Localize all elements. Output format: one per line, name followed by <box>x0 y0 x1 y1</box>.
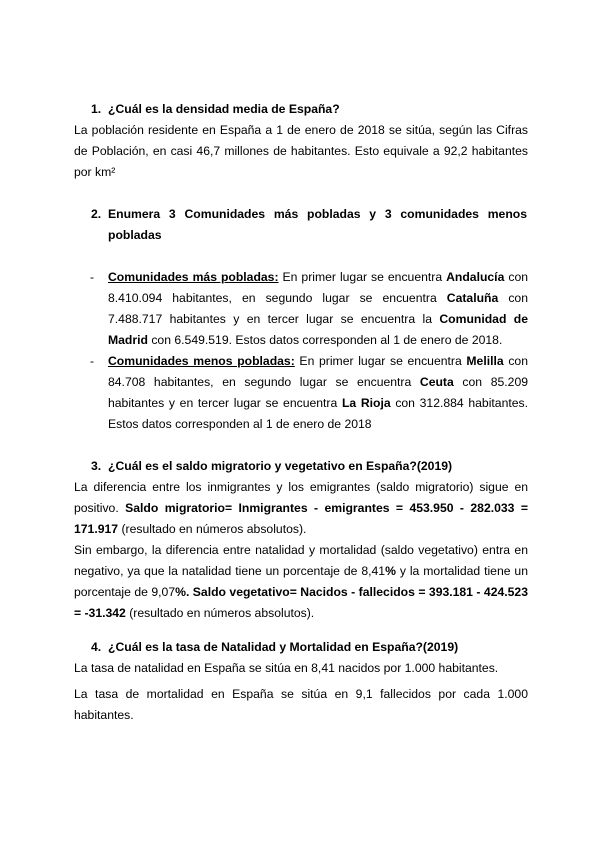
question-2-title: Enumera 3 Comunidades más pobladas y 3 comunidades menos pobladas <box>108 207 527 242</box>
least-populated-label: Comunidades menos pobladas: <box>108 354 295 368</box>
question-3-paragraph-2 <box>74 540 528 624</box>
text-span: La diferencia entre los inmigrantes y los emigrantes (saldo migratorio) sigue en positivo. <box>74 480 528 515</box>
question-4-number: 4. <box>91 640 102 654</box>
text-span: con 8.410.094 habitantes, en segundo lugar se encuentra <box>108 270 529 305</box>
text-span: y la mortalidad tiene un porcentaje de 9,07 <box>74 564 528 599</box>
question-3-heading <box>91 456 527 477</box>
percent-sign: % <box>385 564 396 578</box>
text-span: con 84.708 habitantes, en segundo lugar se encuentra <box>108 354 528 389</box>
natural-growth-formula: %. Saldo vegetativo= Nacidos - fallecidos = 393.181 - 424.523 = -31.342 <box>74 585 528 620</box>
community-andalucia: Andalucía <box>446 270 505 284</box>
question-3-number: 3. <box>91 459 102 473</box>
text-span: con 7.488.717 habitantes y en tercer lugar se encuentra la <box>108 291 528 326</box>
text-span: (resultado en números absolutos). <box>125 606 315 620</box>
community-cataluna: Cataluña <box>446 291 499 305</box>
question-4-death-rate: La tasa de mortalidad en España se sitúa en 9,1 fallecidos por cada 1.000 habitantes. <box>74 687 528 722</box>
question-4-title: ¿Cuál es la tasa de Natalidad y Mortalidad en España?(2019) <box>108 640 459 654</box>
community-madrid: Comunidad de Madrid <box>108 312 529 347</box>
community-la-rioja: La Rioja <box>341 396 391 410</box>
community-melilla: Melilla <box>466 354 504 368</box>
question-4-heading <box>91 637 527 658</box>
text-span: con 312.884 habitantes. Estos datos corresponden al 1 de enero de 2018 <box>108 396 528 431</box>
question-3-title: ¿Cuál es el saldo migratorio y vegetativo en España?(2019) <box>108 459 453 473</box>
bullet-most-populated <box>108 267 528 351</box>
text-span: En primer lugar se encuentra <box>294 354 467 368</box>
text-span: Sin embargo, la diferencia entre natalidad y mortalidad (saldo vegetativo) entra en negativo, ya que la natalidad tiene un porcentaje de 8,41 <box>74 543 528 578</box>
question-1-number: 1. <box>91 102 102 116</box>
question-2-number: 2. <box>91 207 102 221</box>
question-4-birth-rate: La tasa de natalidad en España se sitúa en 8,41 nacidos por 1.000 habitantes. <box>74 661 499 675</box>
bullet-marker-2: - <box>90 354 95 368</box>
community-ceuta: Ceuta <box>419 375 454 389</box>
text-span: con 6.549.519. Estos datos corresponden al 1 de enero de 2018. <box>147 333 503 347</box>
question-1-title: ¿Cuál es la densidad media de España? <box>108 102 340 116</box>
bullet-least-populated <box>108 351 528 435</box>
bullet-marker-1: - <box>90 270 95 284</box>
question-1-answer: La población residente en España a 1 de enero de 2018 se sitúa, según las Cifras de Población, en casi 46,7 millones de habitantes. Esto equivale a 92,2 habitantes por km² <box>74 123 528 179</box>
most-populated-label: Comunidades más pobladas: <box>108 270 279 284</box>
net-migration-formula: Saldo migratorio= Inmigrantes - emigrantes = 453.950 - 282.033 = 171.917 <box>74 501 528 536</box>
question-1-heading <box>91 99 527 120</box>
question-2-heading <box>91 204 527 246</box>
text-span: con 85.209 habitantes y en tercer lugar se encuentra <box>108 375 528 410</box>
text-span: En primer lugar se encuentra <box>278 270 447 284</box>
text-span: (resultado en números absolutos). <box>118 522 307 536</box>
question-3-paragraph-1 <box>74 477 528 540</box>
